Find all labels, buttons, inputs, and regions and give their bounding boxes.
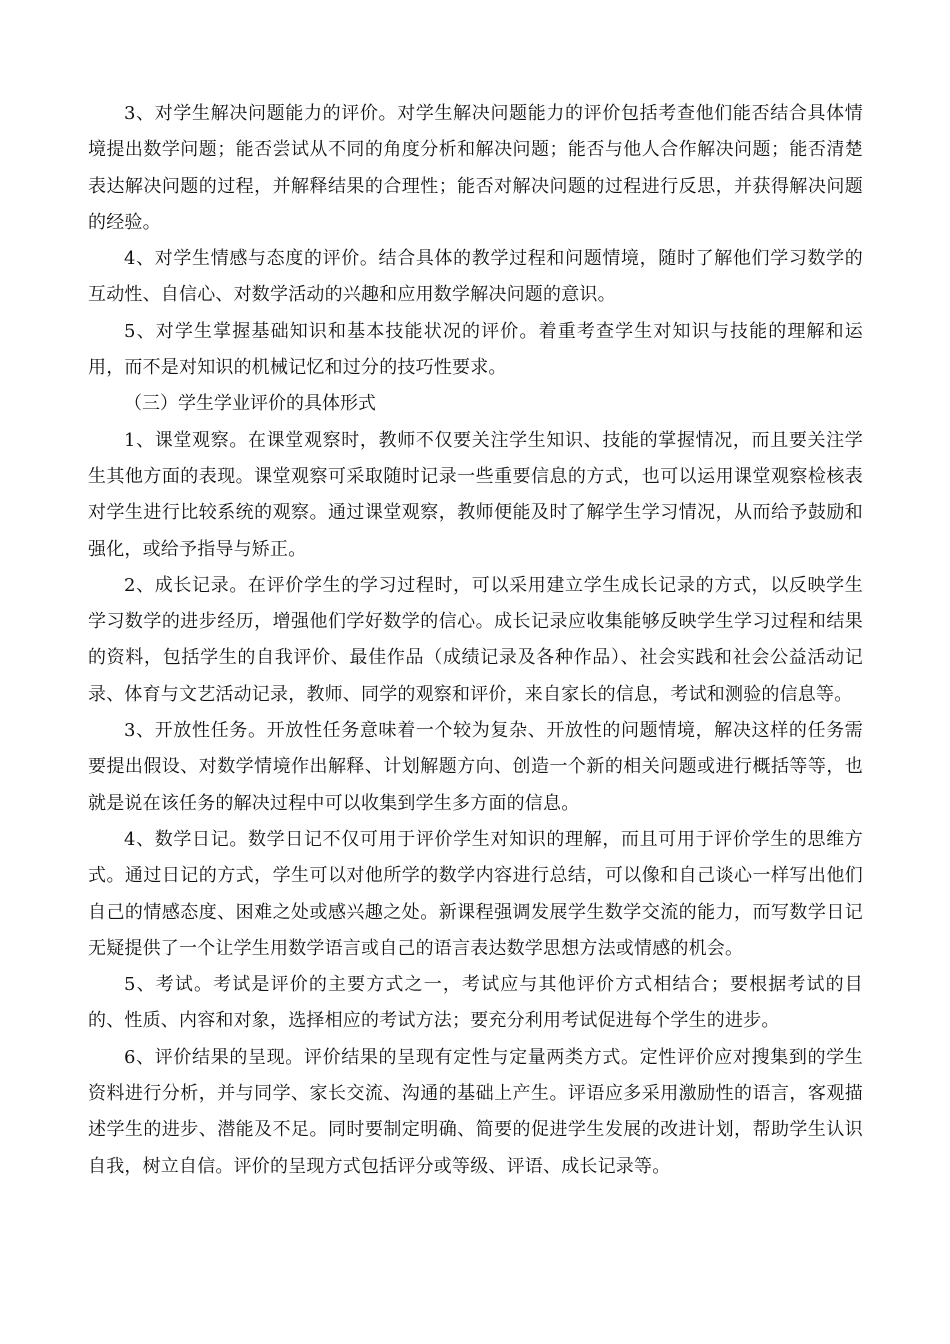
paragraph-emotion-attitude-evaluation: 4、对学生情感与态度的评价。结合具体的教学过程和问题情境，随时了解他们学习数学的互动性、自信心、对数学活动的兴趣和应用数学解决问题的意识。 — [88, 248, 863, 306]
paragraph-growth-record: 2、成长记录。在评价学生的学习过程时，可以采用建立学生成长记录的方式，以反映学生学习数学的进步经历，增强他们学好数学的信心。成长记录应收集能够反映学生学习过程和结果的资料，包括学生的自我评价、最佳作品（成绩记录及各种作品）、社会实践和社会公益活动记录、体育与文艺活动记录，教师、同学的观察和评价，来自家长的信息，考试和测验的信息等。 — [88, 574, 863, 705]
paragraph-problem-solving-evaluation: 3、对学生解决问题能力的评价。对学生解决问题能力的评价包括考查他们能否结合具体情境提出数学问题；能否尝试从不同的角度分析和解决问题；能否与他人合作解决问题；能否清楚表达解决问题的过程，并解释结果的合理性；能否对解决问题的过程进行反思，并获得解决问题的经验。 — [88, 103, 863, 233]
paragraph-math-diary: 4、数学日记。数学日记不仅可用于评价学生对知识的理解，而且可用于评价学生的思维方式。通过日记的方式，学生可以对他所学的数学内容进行总结，可以像和自己谈心一样写出他们自己的情感态度、困难之处或感兴趣之处。新课程强调发展学生数学交流的能力，而写数学日记无疑提供了一个让学生用数学语言或自己的语言表达数学思想方法或情感的机会。 — [88, 828, 863, 959]
paragraph-result-presentation: 6、评价结果的呈现。评价结果的呈现有定性与定量两类方式。定性评价应对搜集到的学生资料进行分析，并与同学、家长交流、沟通的基础上产生。评语应多采用激励性的语言，客观描述学生的进步、潜能及不足。同时要制定明确、简要的促进学生发展的改进计划，帮助学生认识自我，树立自信。评价的呈现方式包括评分或等级、评语、成长记录等。 — [88, 1046, 863, 1177]
paragraph-classroom-observation: 1、课堂观察。在课堂观察时，教师不仅要关注学生知识、技能的掌握情况，而且要关注学生其他方面的表现。课堂观察可采取随时记录一些重要信息的方式，也可以运用课堂观察检核表对学生进行比较系统的观察。通过课堂观察，教师便能及时了解学生学习情况，从而给予鼓励和强化，或给予指导与矫正。 — [88, 429, 863, 560]
paragraph-exam: 5、考试。考试是评价的主要方式之一，考试应与其他评价方式相结合；要根据考试的目的、性质、内容和对象，选择相应的考试方法；要充分利用考试促进每个学生的进步。 — [88, 974, 863, 1032]
document-page — [88, 96, 863, 1185]
section-heading: （三）学生学业评价的具体形式 — [124, 393, 376, 415]
paragraph-basic-knowledge-evaluation: 5、对学生掌握基础知识和基本技能状况的评价。着重考查学生对知识与技能的理解和运用，而不是对知识的机械记忆和过分的技巧性要求。 — [88, 320, 863, 379]
paragraph-open-task: 3、开放性任务。开放性任务意味着一个较为复杂、开放性的问题情境，解决这样的任务需要提出假设、对数学情境作出解释、计划解题方向、创造一个新的相关问题或进行概括等等，也就是说在该任务的解决过程中可以收集到学生多方面的信息。 — [88, 720, 863, 814]
